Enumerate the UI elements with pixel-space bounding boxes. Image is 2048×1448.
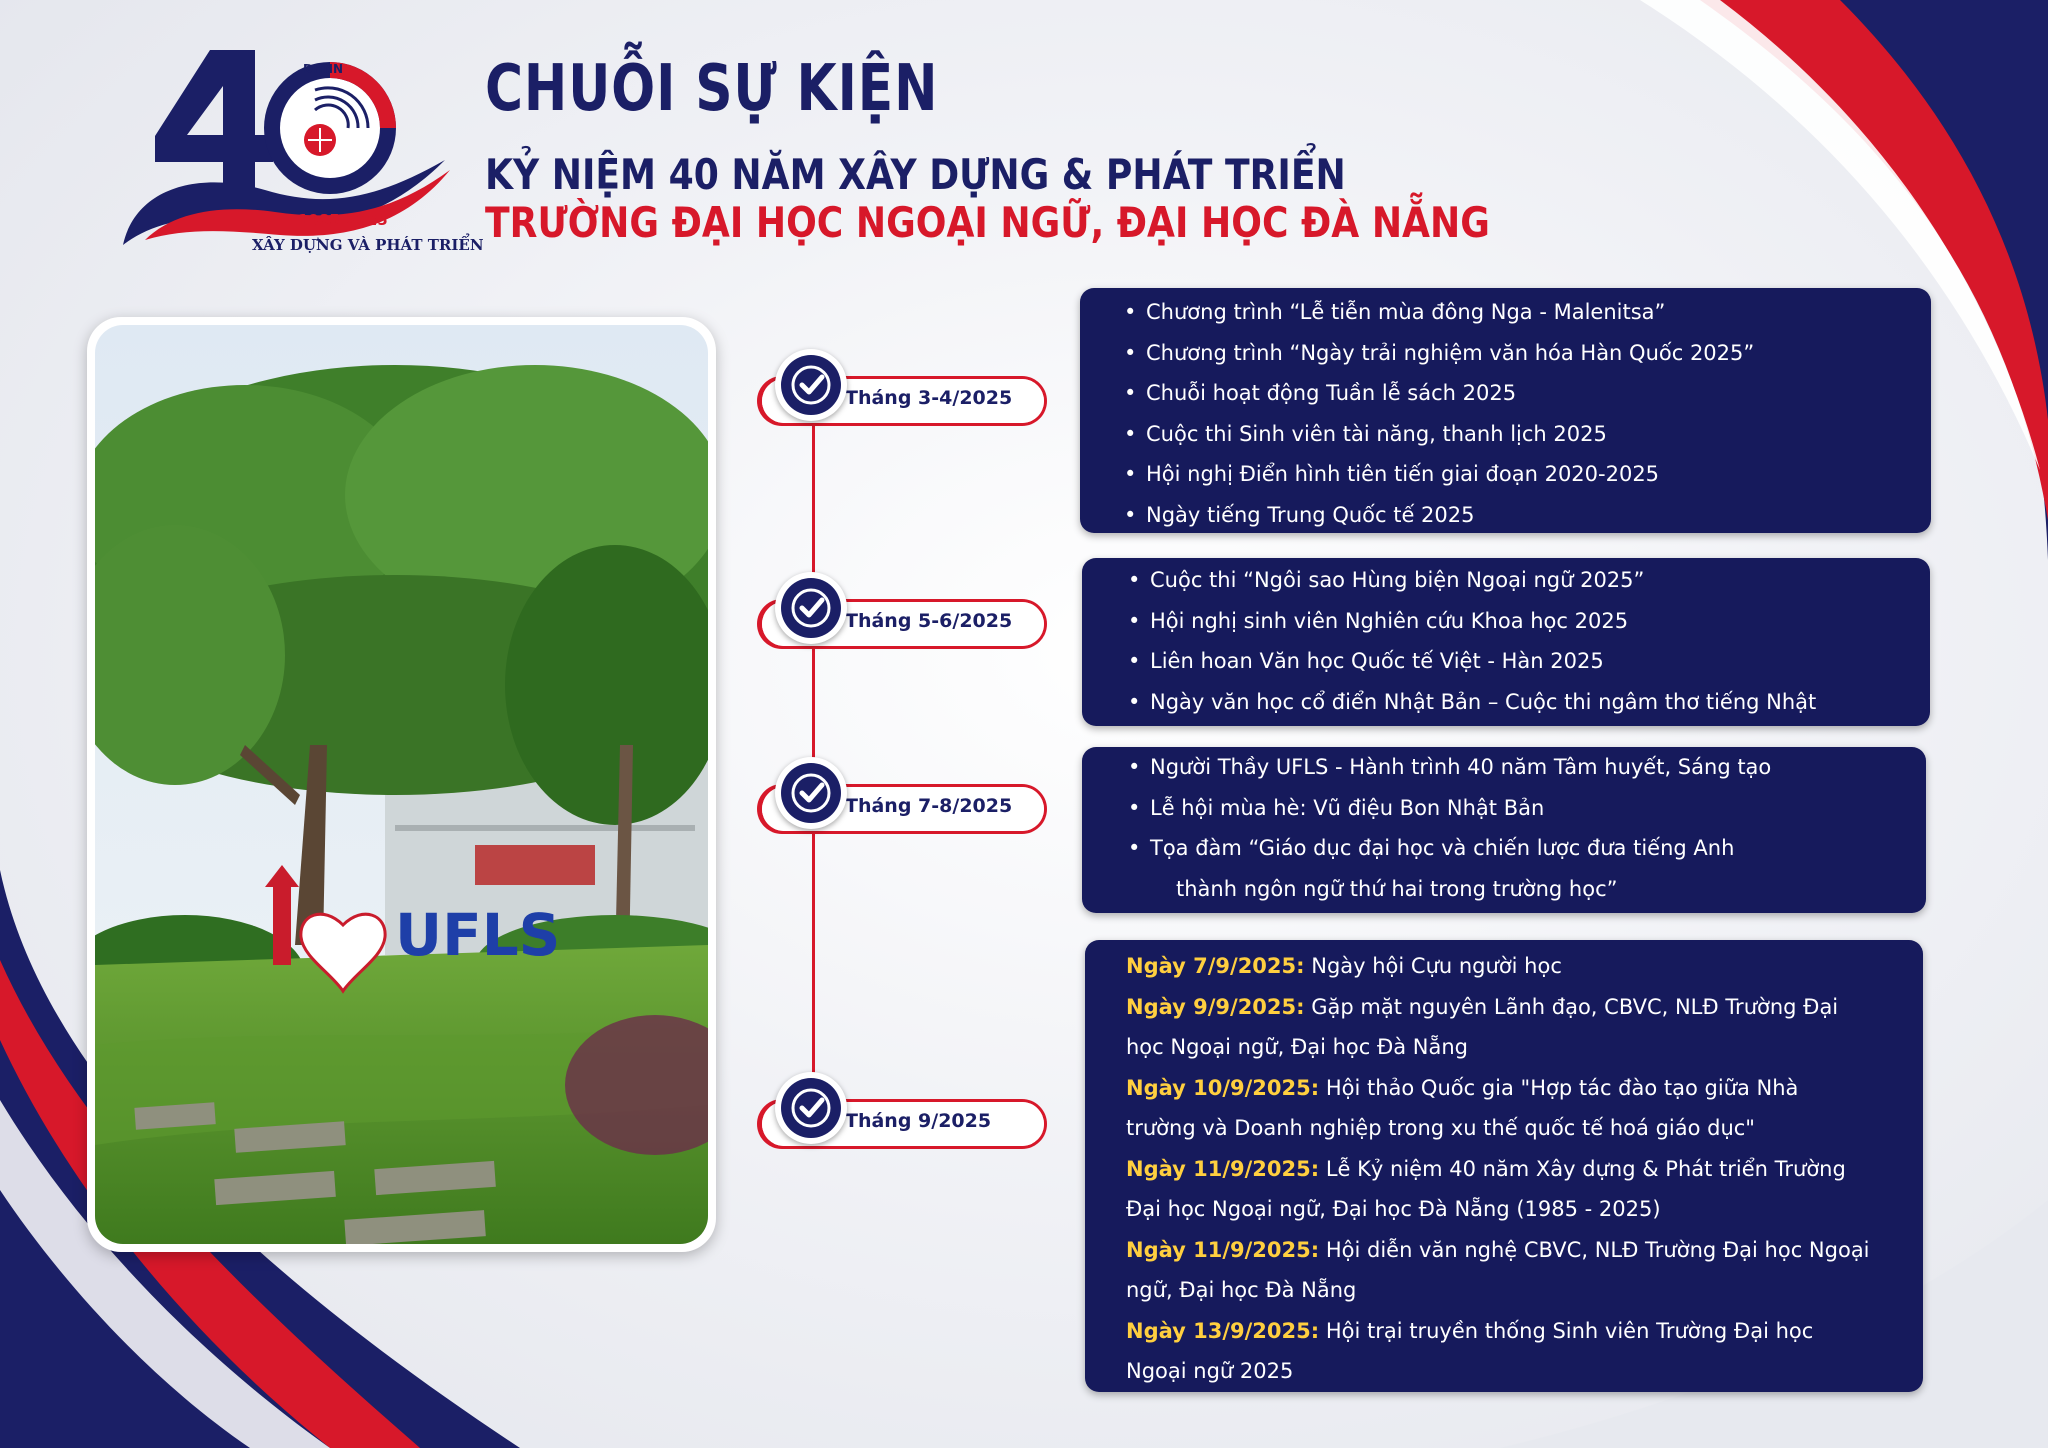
- milestone-marker: [757, 757, 1049, 845]
- anniversary-logo: [115, 40, 455, 265]
- list-item: • Liên hoan Văn học Quốc tế Việt - Hàn 2025: [1124, 641, 1930, 682]
- check-circle-icon: [775, 572, 847, 644]
- milestone-label: Tháng 5-6/2025: [845, 610, 1013, 632]
- milestone-marker: [757, 349, 1049, 437]
- event-date: Ngày 11/9/2025:: [1126, 1156, 1320, 1181]
- event-item: [1126, 1149, 1923, 1190]
- page-subtitle-line1: KỶ NIỆM 40 NĂM XÂY DỰNG & PHÁT TRIỂN: [485, 150, 1346, 199]
- event-date: Ngày 11/9/2025:: [1126, 1237, 1320, 1262]
- event-text-cont: học Ngoại ngữ, Đại học Đà Nẵng: [1126, 1035, 1469, 1059]
- event-date: Ngày 10/9/2025:: [1126, 1075, 1320, 1100]
- check-circle-icon: [775, 1072, 847, 1144]
- event-text: Lễ Kỷ niệm 40 năm Xây dựng & Phát triển Trường: [1325, 1156, 1846, 1181]
- list-item: • Người Thầy UFLS - Hành trình 40 năm Tâm huyết, Sáng tạo: [1124, 747, 1926, 788]
- milestone-marker: [757, 1072, 1049, 1160]
- list-item: • Chuỗi hoạt động Tuần lễ sách 2025: [1120, 373, 1931, 414]
- milestone-details: [1080, 288, 1931, 533]
- event-date: Ngày 13/9/2025:: [1126, 1318, 1320, 1343]
- photo-sign-text: UFLS: [395, 901, 561, 969]
- milestone-label: Tháng 7-8/2025: [845, 795, 1013, 817]
- milestone-marker: [757, 572, 1049, 660]
- list-item: • Hội nghị Điển hình tiên tiến giai đoạn 2020-2025: [1120, 454, 1931, 495]
- check-circle-icon: [775, 349, 847, 421]
- milestone-details: [1082, 747, 1926, 913]
- event-text: Hội diễn văn nghệ CBVC, NLĐ Trường Đại học Ngoại: [1325, 1237, 1870, 1262]
- check-circle-icon: [775, 757, 847, 829]
- event-item: [1126, 987, 1923, 1028]
- event-date: Ngày 9/9/2025:: [1126, 994, 1305, 1019]
- list-item: • Ngày tiếng Trung Quốc tế 2025: [1120, 495, 1931, 536]
- list-item: • Cuộc thi Sinh viên tài năng, thanh lịch 2025: [1120, 414, 1931, 455]
- milestone-details: [1082, 558, 1930, 726]
- logo-years: 1985-2025: [298, 211, 388, 229]
- event-item: [1126, 1068, 1923, 1109]
- logo-motto: XÂY DỰNG VÀ PHÁT TRIỂN: [252, 236, 484, 254]
- milestone-label: Tháng 3-4/2025: [845, 387, 1013, 409]
- list-item: • Chương trình “Lễ tiễn mùa đông Nga - Malenitsa”: [1120, 292, 1931, 333]
- list-item: • Hội nghị sinh viên Nghiên cứu Khoa học 2025: [1124, 601, 1930, 642]
- list-item-continuation: thành ngôn ngữ thứ hai trong trường học”: [1176, 876, 1618, 901]
- event-text: Ngày hội Cựu người học: [1311, 954, 1562, 978]
- event-date: Ngày 7/9/2025:: [1126, 954, 1305, 978]
- list-item: • Cuộc thi “Ngôi sao Hùng biện Ngoại ngữ 2025”: [1124, 560, 1930, 601]
- event-item: [1126, 1230, 1923, 1271]
- page-subtitle-line2: TRƯỜNG ĐẠI HỌC NGOẠI NGỮ, ĐẠI HỌC ĐÀ NẴNG: [485, 198, 1490, 247]
- event-text: Gặp mặt nguyên Lãnh đạo, CBVC, NLĐ Trường Đại: [1311, 994, 1839, 1019]
- list-item: • Lễ hội mùa hè: Vũ điệu Bon Nhật Bản: [1124, 788, 1926, 829]
- logo-abbr: DHNN: [303, 62, 344, 76]
- event-text-cont: Đại học Ngoại ngữ, Đại học Đà Nẵng (1985 - 2025): [1126, 1197, 1661, 1221]
- event-item: [1126, 946, 1923, 987]
- event-text-cont: trường và Doanh nghiệp trong xu thế quốc tế hoá giáo dục": [1126, 1116, 1755, 1140]
- milestone-details: [1085, 940, 1923, 1392]
- event-text: Hội trại truyền thống Sinh viên Trường Đại học: [1325, 1318, 1814, 1343]
- list-item: • Tọa đàm “Giáo dục đại học và chiến lược đưa tiếng Anh: [1124, 828, 1926, 869]
- list-item: • Chương trình “Ngày trải nghiệm văn hóa Hàn Quốc 2025”: [1120, 333, 1931, 374]
- event-text-cont: Ngoại ngữ 2025: [1126, 1359, 1294, 1383]
- event-text: Hội thảo Quốc gia "Hợp tác đào tạo giữa Nhà: [1325, 1075, 1799, 1100]
- list-item: • Ngày văn học cổ điển Nhật Bản – Cuộc thi ngâm thơ tiếng Nhật: [1124, 682, 1930, 723]
- event-item: [1126, 1311, 1923, 1352]
- milestone-label: Tháng 9/2025: [845, 1110, 992, 1132]
- page-title: CHUỖI SỰ KIỆN: [485, 52, 939, 126]
- event-text-cont: ngữ, Đại học Đà Nẵng: [1126, 1278, 1357, 1302]
- campus-photo: [87, 317, 716, 1252]
